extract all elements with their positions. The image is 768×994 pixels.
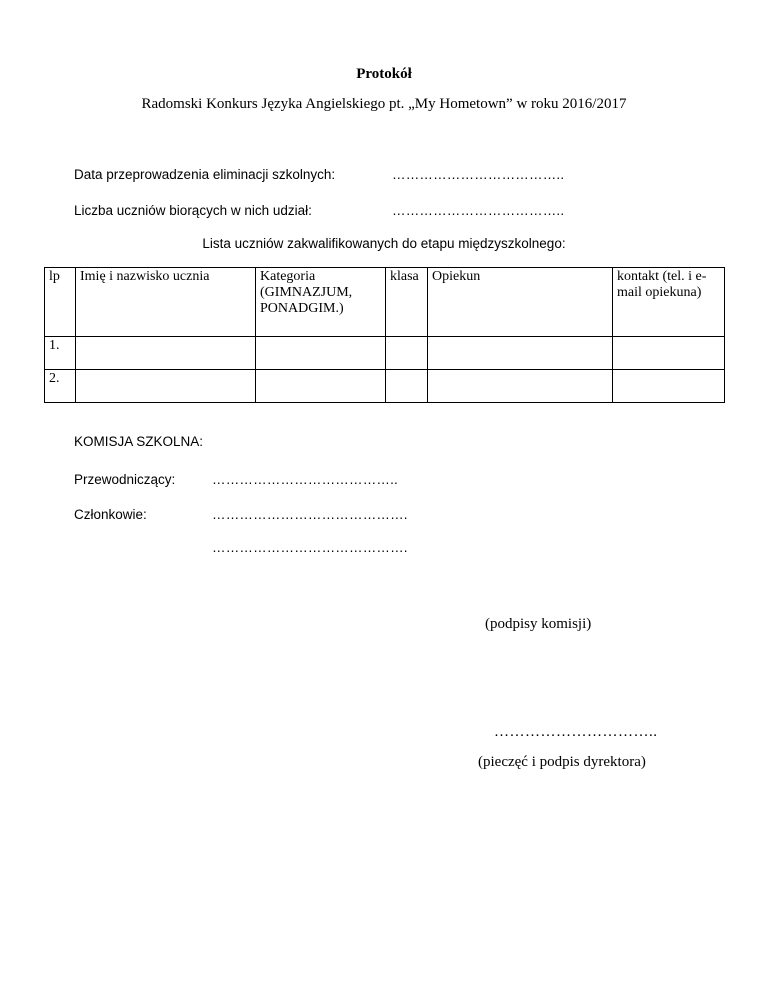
row-opiekun-cell[interactable]: [428, 370, 613, 403]
row-name-cell[interactable]: [76, 337, 256, 370]
row-kontakt-cell[interactable]: [613, 370, 725, 403]
header-kontakt: kontakt (tel. i e-mail opiekuna): [613, 268, 725, 337]
row-category-cell[interactable]: [256, 370, 386, 403]
row-lp: 1.: [45, 337, 76, 370]
list-heading: Lista uczniów zakwalifikowanych do etapu międzyszkolnego:: [202, 236, 566, 251]
date-field-value: ………………………………..: [392, 167, 565, 182]
director-signature-label: (pieczęć i podpis dyrektora): [478, 754, 646, 770]
header-category: Kategoria (GIMNAZJUM, PONADGIM.): [256, 268, 386, 337]
header-opiekun: Opiekun: [428, 268, 613, 337]
director-signature-line: …………………………..: [494, 724, 658, 740]
row-kontakt-cell[interactable]: [613, 337, 725, 370]
header-klasa: klasa: [386, 268, 428, 337]
chair-value: …………………………………..: [212, 472, 399, 487]
members-label: Członkowie:: [74, 507, 147, 522]
commission-signatures-label: (podpisy komisji): [485, 616, 592, 632]
row-opiekun-cell[interactable]: [428, 337, 613, 370]
row-klasa-cell[interactable]: [386, 370, 428, 403]
row-category-cell[interactable]: [256, 337, 386, 370]
date-field-label: Data przeprowadzenia eliminacji szkolnych:: [74, 167, 336, 182]
table-header-row: [45, 268, 725, 337]
table-row: [45, 337, 725, 370]
row-lp: 2.: [45, 370, 76, 403]
member-1-value: …………………………………….: [212, 507, 408, 522]
count-field-value: ………………………………..: [392, 203, 565, 218]
table-row: [45, 370, 725, 403]
document-title: Protokół: [356, 66, 412, 82]
commission-heading: KOMISJA SZKOLNA:: [74, 434, 204, 449]
students-table: [44, 267, 725, 403]
member-2-value: …………………………………….: [212, 540, 408, 555]
header-name: Imię i nazwisko ucznia: [76, 268, 256, 337]
document-subtitle: Radomski Konkurs Języka Angielskiego pt. „My Hometown” w roku 2016/2017: [141, 96, 627, 112]
count-field-label: Liczba uczniów biorących w nich udział:: [74, 203, 312, 218]
row-name-cell[interactable]: [76, 370, 256, 403]
row-klasa-cell[interactable]: [386, 337, 428, 370]
chair-label: Przewodniczący:: [74, 472, 176, 487]
header-lp: lp: [45, 268, 76, 337]
